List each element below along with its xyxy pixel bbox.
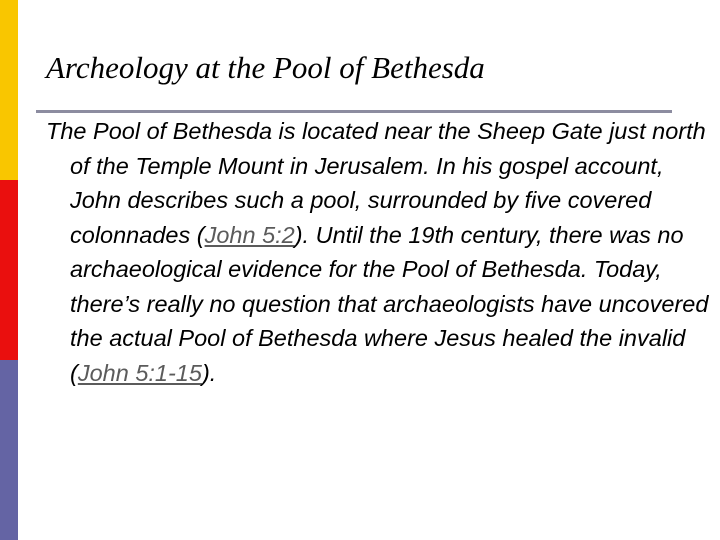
body-text-part-2: ). Until the 19th century, there was no archaeological evidence for the Pool of Bethesda. Today, there’s really no question that archaeologists have uncovered the actual Pool of Bethesda where Jesus healed the invalid ( <box>70 221 709 386</box>
body-text-part-1: The Pool of Bethesda is located near the Sheep Gate just north of the Temple Mount in Jerusalem. In his gospel account, John describes such a pool, surrounded by five covered colonnades ( <box>46 118 706 248</box>
sidebar-band-blue <box>0 360 18 540</box>
sidebar-band-yellow <box>0 0 18 180</box>
scripture-link-john-5-1-15[interactable]: John 5:1-15 <box>77 359 202 386</box>
sidebar-band-red <box>0 180 18 360</box>
body-text-part-3: ). <box>201 359 217 386</box>
title-divider <box>36 110 672 113</box>
slide-title: Archeology at the Pool of Bethesda <box>46 50 485 85</box>
sidebar-accent <box>0 0 18 540</box>
slide-body <box>46 114 720 390</box>
scripture-link-john-5-2[interactable]: John 5:2 <box>204 221 295 248</box>
